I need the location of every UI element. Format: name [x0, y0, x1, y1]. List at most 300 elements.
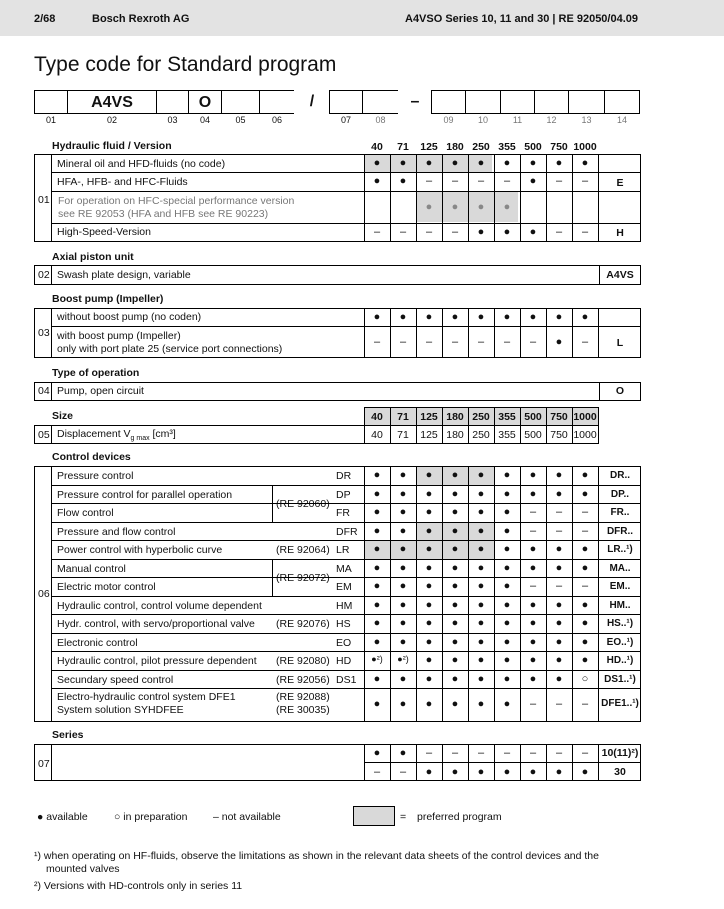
avail-mark: ● — [529, 672, 537, 685]
control-name: System solution SYHDFEE — [57, 704, 184, 716]
avail-mark: ● — [425, 654, 433, 666]
control-name: Electric motor control — [57, 581, 156, 593]
row-num: 02 — [38, 269, 50, 281]
series-mark: ● — [529, 766, 537, 778]
avail-mark: ○ — [581, 672, 589, 685]
avail-mark: – — [581, 580, 589, 592]
avail-mark: ● — [555, 311, 563, 323]
tc-num: 03 — [167, 115, 178, 125]
avail-mark: ● — [529, 175, 537, 187]
avail-mark: ● — [451, 561, 459, 574]
avail-mark: ● — [503, 654, 511, 666]
size-header-750: 750 — [550, 141, 568, 153]
code-series-30: 30 — [614, 766, 626, 778]
avail-mark: ● — [555, 617, 563, 629]
tc-cell-12 — [534, 90, 569, 114]
avail-mark: ● — [529, 617, 537, 629]
avail-mark: ● — [451, 580, 459, 592]
tc-cell-11 — [500, 90, 535, 114]
tc-num: 10 — [477, 115, 488, 125]
avail-mark: ● — [477, 226, 485, 238]
tc-cell-05 — [221, 90, 260, 114]
grid-line — [494, 466, 495, 722]
avail-mark: ● — [555, 469, 563, 481]
avail-mark: ● — [425, 157, 433, 169]
legend-swatch — [353, 806, 395, 826]
tc-cell-07 — [329, 90, 363, 114]
series-mark: – — [529, 747, 537, 759]
row-num: 04 — [38, 385, 50, 397]
control-name: Power control with hyperbolic curve — [57, 544, 223, 556]
avail-mark: ● — [555, 672, 563, 685]
tc-cell-02: A4VS — [67, 90, 157, 114]
series-mark: ● — [373, 747, 381, 759]
operation-open: Pump, open circuit — [57, 385, 144, 397]
avail-mark: ● — [373, 617, 381, 629]
control-name: Electronic control — [57, 636, 138, 649]
control-code: HS — [336, 618, 351, 630]
control-ref: (RE 92088) — [276, 691, 330, 703]
avail-mark: ● — [581, 654, 589, 666]
series-mark: ● — [555, 766, 563, 778]
size-value-125: 125 — [420, 429, 438, 441]
grid-line — [598, 308, 599, 358]
boost-without: without boost pump (no coden) — [57, 311, 202, 323]
series-mark: – — [451, 747, 459, 759]
avail-mark: ● — [555, 157, 563, 169]
tc-cell-01 — [34, 90, 68, 114]
tc-cell-08 — [362, 90, 399, 114]
grid-line — [51, 633, 641, 634]
fluid-mineral: Mineral oil and HFD-fluids (no code) — [57, 158, 226, 170]
page-title: Type code for Standard program — [34, 53, 337, 76]
avail-mark: ● — [477, 487, 485, 500]
avail-mark: ●²) — [371, 654, 383, 664]
avail-mark: ● — [399, 543, 407, 555]
control-output-code: EM.. — [609, 581, 631, 592]
avail-mark: ● — [555, 543, 563, 555]
fluid-hfa: HFA-, HFB- and HFC-Fluids — [57, 176, 188, 188]
tc-num: 11 — [512, 115, 523, 125]
grid-line — [390, 466, 391, 722]
avail-mark: – — [529, 580, 537, 592]
avail-mark: ● — [399, 580, 407, 592]
size-header-1000: 1000 — [573, 141, 597, 153]
size-value-71: 71 — [397, 429, 409, 441]
grid-line — [51, 596, 641, 597]
series-mark: – — [425, 747, 433, 759]
boost-with-a: with boost pump (Impeller) — [57, 330, 181, 342]
control-code: EO — [336, 636, 352, 649]
avail-mark: – — [503, 336, 511, 348]
avail-mark: ● — [425, 506, 433, 518]
grid-line — [51, 503, 641, 504]
control-output-code: MA.. — [609, 562, 631, 574]
avail-mark: ● — [399, 487, 407, 500]
avail-mark: ● — [477, 635, 485, 648]
fluid-hfc-b: see RE 92053 (HFA and HFB see RE 90223) — [58, 208, 269, 220]
control-code: DFR — [336, 525, 358, 538]
tc-num: 14 — [616, 115, 627, 125]
avail-mark: ● — [373, 672, 381, 685]
avail-mark: – — [503, 175, 511, 187]
avail-mark: ● — [451, 654, 459, 666]
control-output-code: EO..¹) — [606, 636, 634, 648]
size-header-71: 71 — [397, 411, 409, 423]
axial-swash: Swash plate design, variable — [57, 269, 191, 281]
avail-mark: ● — [555, 561, 563, 574]
page-header — [0, 0, 724, 36]
avail-mark: ● — [581, 487, 589, 500]
grid-line — [572, 466, 573, 722]
size-header-125: 125 — [420, 411, 438, 423]
avail-mark: ● — [529, 598, 537, 611]
avail-mark: – — [425, 175, 433, 187]
tc-cell-09 — [431, 90, 466, 114]
avail-mark: – — [477, 336, 485, 348]
avail-mark: ● — [451, 598, 459, 611]
size-header-355: 355 — [498, 411, 516, 423]
avail-mark: – — [373, 226, 381, 238]
control-ref: (RE 92056) — [276, 673, 330, 686]
size-value-250: 250 — [472, 429, 490, 441]
tc-cell-03 — [156, 90, 189, 114]
avail-mark: ● — [399, 469, 407, 481]
grid-line — [442, 466, 443, 722]
row-num: 05 — [38, 429, 50, 441]
avail-mark: ● — [425, 598, 433, 611]
size-header-250: 250 — [472, 411, 490, 423]
avail-mark: – — [581, 698, 589, 710]
avail-mark: ● — [425, 617, 433, 629]
code-e: E — [616, 177, 624, 189]
avail-mark: ● — [373, 635, 381, 648]
control-name: Secundary speed control — [57, 673, 174, 686]
avail-mark: ● — [373, 598, 381, 611]
avail-mark: ● — [529, 311, 537, 323]
control-ref: (RE 92076) — [276, 618, 330, 630]
avail-mark: ● — [373, 506, 381, 518]
avail-mark: ● — [477, 543, 485, 555]
control-output-code: DP.. — [610, 488, 630, 500]
avail-mark: – — [425, 336, 433, 348]
avail-mark: – — [555, 175, 563, 187]
avail-mark: ● — [581, 543, 589, 555]
control-output-code: FR.. — [610, 507, 630, 518]
control-output-code: HS..¹) — [606, 618, 634, 629]
tc-num: 13 — [581, 115, 592, 125]
tc-cell-14 — [604, 90, 640, 114]
avail-mark: ● — [477, 201, 485, 213]
avail-mark: ● — [451, 487, 459, 500]
series-mark: ● — [451, 766, 459, 778]
avail-mark: – — [529, 336, 537, 348]
series-mark: ● — [399, 747, 407, 759]
control-name: Manual control — [57, 562, 126, 575]
series-mark: – — [555, 747, 563, 759]
avail-mark: ● — [399, 506, 407, 518]
avail-mark: ● — [425, 672, 433, 685]
control-code: DP — [336, 488, 351, 501]
avail-mark: ● — [529, 157, 537, 169]
avail-mark: ● — [425, 561, 433, 574]
row-num: 06 — [38, 588, 50, 600]
avail-mark: ● — [451, 617, 459, 629]
fluid-highspeed: High-Speed-Version — [57, 226, 151, 238]
size-value-500: 500 — [524, 429, 542, 441]
legend-eq: = — [400, 811, 407, 823]
avail-mark: ● — [451, 506, 459, 518]
tc-dash: – — [398, 90, 432, 114]
grid-line — [51, 688, 641, 689]
control-name: Pressure control for parallel operation — [57, 488, 233, 501]
section-control: Control devices — [52, 451, 131, 463]
avail-mark: ● — [503, 672, 511, 685]
control-code: DR — [336, 470, 352, 482]
avail-mark: – — [373, 336, 381, 348]
section-boost: Boost pump (Impeller) — [52, 293, 164, 305]
size-header-180: 180 — [446, 411, 464, 423]
avail-mark: ● — [581, 311, 589, 323]
avail-mark: ● — [451, 635, 459, 648]
avail-mark: ● — [503, 157, 511, 169]
avail-mark: ● — [451, 311, 459, 323]
avail-mark: ● — [451, 543, 459, 555]
avail-mark: ●²) — [397, 654, 409, 664]
tc-num: 01 — [45, 115, 56, 125]
legend-available: ● available — [37, 811, 88, 823]
company-name: Bosch Rexroth AG — [92, 13, 190, 25]
avail-mark: – — [581, 506, 589, 518]
avail-mark: ● — [477, 524, 485, 537]
avail-mark: ● — [581, 157, 589, 169]
avail-mark: ● — [529, 487, 537, 500]
avail-mark: ● — [529, 543, 537, 555]
avail-mark: ● — [399, 598, 407, 611]
avail-mark: ● — [581, 598, 589, 611]
tc-cell-10 — [465, 90, 501, 114]
footnote-1b: mounted valves — [46, 863, 120, 875]
avail-mark: – — [581, 336, 589, 348]
grid-line — [598, 154, 599, 242]
size-value-750: 750 — [550, 429, 568, 441]
avail-mark: ● — [503, 598, 511, 611]
size-value-355: 355 — [498, 429, 516, 441]
legend-na: – not available — [213, 811, 281, 823]
series-reference: A4VSO Series 10, 11 and 30 | RE 92050/04.09 — [405, 13, 639, 25]
avail-mark: – — [529, 506, 537, 518]
avail-mark: ● — [373, 561, 381, 574]
grid-line — [416, 466, 417, 722]
avail-mark: ● — [503, 524, 511, 537]
avail-mark: ● — [477, 672, 485, 685]
grid-line — [51, 485, 641, 486]
grid-line — [598, 466, 599, 722]
tc-num: 04 — [199, 115, 210, 125]
avail-mark: ● — [503, 543, 511, 555]
avail-mark: ● — [425, 524, 433, 537]
avail-mark: ● — [451, 698, 459, 710]
grid-line — [51, 540, 641, 541]
size-header-125: 125 — [420, 141, 438, 153]
section-axial: Axial piston unit — [52, 251, 134, 263]
control-output-code: LR..¹) — [607, 544, 633, 555]
control-code: LR — [336, 544, 350, 556]
avail-mark: ● — [399, 175, 407, 187]
control-ref: (RE 92072) — [276, 571, 330, 584]
avail-mark: ● — [399, 311, 407, 323]
avail-mark: ● — [399, 157, 407, 169]
avail-mark: – — [581, 226, 589, 238]
grid-line — [51, 559, 641, 560]
avail-mark: – — [555, 226, 563, 238]
control-name: Hydraulic control, control volume dependent — [57, 599, 262, 612]
avail-mark: ● — [373, 524, 381, 537]
control-output-code: DS1..¹) — [604, 673, 636, 685]
control-name: Flow control — [57, 507, 114, 519]
avail-mark: ● — [399, 617, 407, 629]
size-header-180: 180 — [446, 141, 464, 153]
avail-mark: ● — [555, 598, 563, 611]
size-displacement: Displacement $V_{g max}$ [cm³] — [57, 428, 176, 443]
legend-preferred: preferred program — [417, 811, 502, 823]
page-number: 2/68 — [34, 13, 56, 25]
row-num: 01 — [38, 194, 50, 206]
grid-line — [520, 466, 521, 722]
code-l: L — [616, 337, 624, 349]
avail-mark: ● — [529, 561, 537, 574]
avail-mark: ● — [581, 561, 589, 574]
avail-mark: – — [581, 524, 589, 537]
size-header-250: 250 — [472, 141, 490, 153]
row-num: 03 — [38, 327, 50, 339]
tc-num: 09 — [443, 115, 454, 125]
control-name: Hydraulic control, pilot pressure dependent — [57, 655, 257, 667]
avail-mark: ● — [503, 617, 511, 629]
control-code: EM — [336, 581, 352, 593]
avail-mark: ● — [425, 698, 433, 710]
grid-line — [51, 577, 641, 578]
control-code: HM — [336, 599, 353, 612]
row-num: 07 — [38, 758, 50, 770]
grid-line — [51, 614, 641, 615]
avail-mark: – — [451, 175, 459, 187]
brace — [272, 560, 273, 597]
control-output-code: DFE1..¹) — [601, 698, 639, 709]
avail-mark: ● — [581, 469, 589, 481]
avail-mark: ● — [373, 543, 381, 555]
series-mark: ● — [425, 766, 433, 778]
avail-mark: ● — [477, 654, 485, 666]
avail-mark: ● — [425, 580, 433, 592]
avail-mark: ● — [399, 672, 407, 685]
avail-mark: – — [529, 524, 537, 537]
avail-mark: ● — [451, 157, 459, 169]
avail-mark: ● — [503, 201, 511, 213]
code-h: H — [616, 227, 624, 239]
avail-mark: – — [399, 226, 407, 238]
avail-mark: ● — [503, 580, 511, 592]
size-header-500: 500 — [524, 141, 542, 153]
avail-mark: ● — [503, 698, 511, 710]
avail-mark: ● — [529, 226, 537, 238]
avail-mark: ● — [451, 469, 459, 481]
avail-mark: ● — [373, 580, 381, 592]
tc-num: 07 — [340, 115, 351, 125]
avail-mark: ● — [555, 635, 563, 648]
avail-mark: ● — [503, 487, 511, 500]
grid-line — [51, 651, 641, 652]
footnote-1a: ¹) when operating on HF-fluids, observe the limitations as shown in the relevant data sheets of the control devices and the — [34, 850, 599, 862]
code-series-10: 10(11)²) — [601, 747, 639, 759]
avail-mark: ● — [373, 469, 381, 481]
grid-line — [468, 466, 469, 722]
section-series: Series — [52, 729, 84, 741]
tc-num: 05 — [235, 115, 246, 125]
brace — [272, 485, 273, 522]
avail-mark: ● — [373, 487, 381, 500]
size-header-1000: 1000 — [573, 411, 597, 423]
footnote-2: ²) Versions with HD-controls only in series 11 — [34, 880, 243, 892]
section-operation: Type of operation — [52, 367, 140, 379]
avail-mark: ● — [503, 311, 511, 323]
avail-mark: ● — [451, 672, 459, 685]
tc-slash: / — [294, 90, 330, 114]
grid-line — [364, 466, 365, 722]
avail-mark: ● — [425, 487, 433, 500]
section-fluid: Hydraulic fluid / Version — [52, 140, 172, 152]
control-name: Electro-hydraulic control system DFE1 — [57, 691, 236, 703]
avail-mark: ● — [477, 311, 485, 323]
avail-mark: – — [555, 506, 563, 518]
avail-mark: – — [581, 175, 589, 187]
grid-line — [546, 466, 547, 722]
avail-mark: ● — [555, 336, 563, 348]
avail-mark: ● — [425, 469, 433, 481]
avail-mark: – — [477, 175, 485, 187]
avail-mark: ● — [555, 654, 563, 666]
size-header-40: 40 — [371, 411, 383, 423]
control-output-code: HM.. — [609, 599, 631, 611]
avail-mark: ● — [477, 561, 485, 574]
avail-mark: ● — [503, 635, 511, 648]
avail-mark: ● — [581, 617, 589, 629]
tc-cell-04: O — [188, 90, 222, 114]
avail-mark: ● — [477, 469, 485, 481]
avail-mark: ● — [373, 157, 381, 169]
boost-with-b: only with port plate 25 (service port connections) — [57, 343, 283, 355]
avail-mark: ● — [529, 635, 537, 648]
size-header-40: 40 — [371, 141, 383, 153]
avail-mark: ● — [477, 580, 485, 592]
control-ref: (RE 92060) — [276, 497, 330, 510]
avail-mark: ● — [503, 561, 511, 574]
control-ref: (RE 92080) — [276, 655, 330, 667]
avail-mark: ● — [477, 506, 485, 518]
grid-line — [51, 522, 641, 523]
avail-mark: ● — [451, 201, 459, 213]
size-header-750: 750 — [550, 411, 568, 423]
control-output-code: HD..¹) — [606, 655, 634, 666]
avail-mark: – — [555, 580, 563, 592]
avail-mark: ● — [373, 698, 381, 710]
control-name: Pressure control — [57, 470, 134, 482]
avail-mark: ● — [425, 635, 433, 648]
size-value-40: 40 — [371, 429, 383, 441]
avail-mark: ● — [555, 487, 563, 500]
grid-line — [51, 670, 641, 671]
tc-num: 12 — [546, 115, 557, 125]
